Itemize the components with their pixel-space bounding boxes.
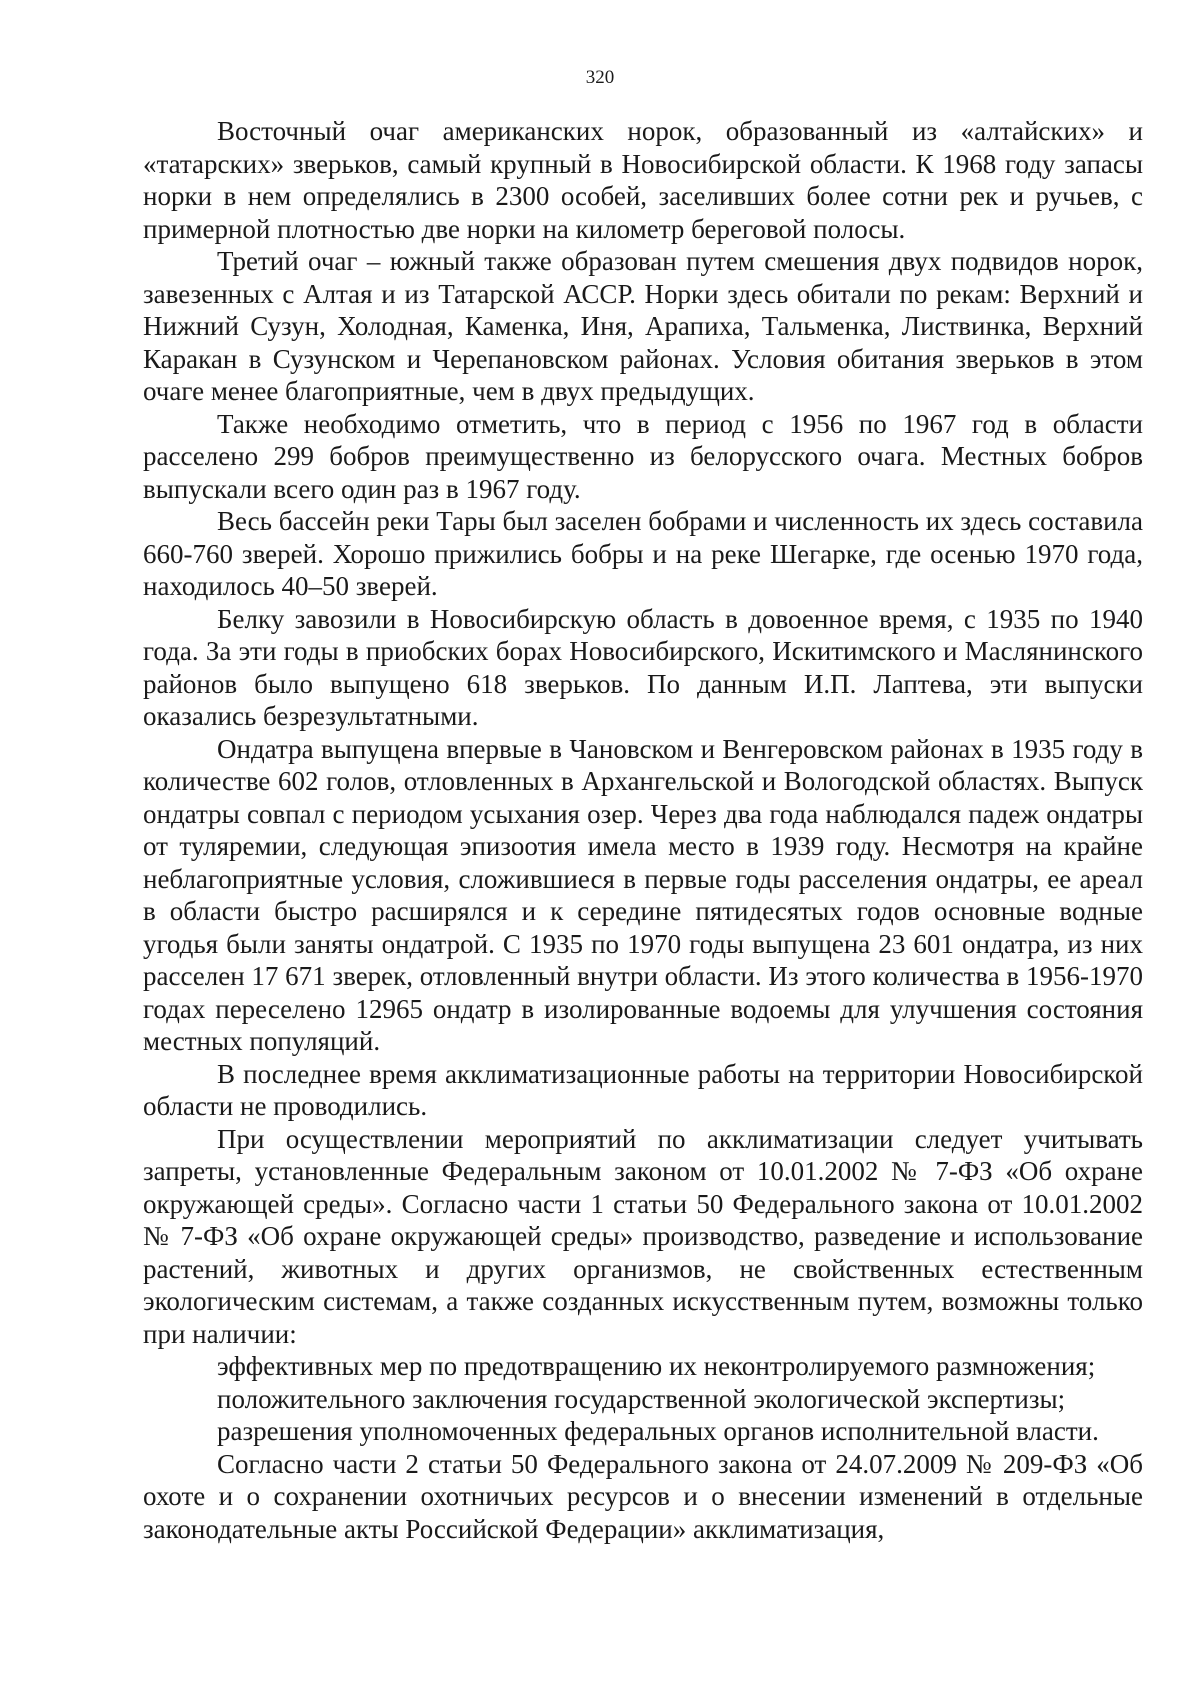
- paragraph-beaver-release: Также необходимо отметить, что в период с 1956 по 1967 год в области расселено 299 бобров преимущественно из белорусского очага. Местных бобров выпускали всего один раз в 1967 году.: [143, 408, 1143, 504]
- paragraph-hunting-law: Согласно части 2 статьи 50 Федерального закона от 24.07.2009 № 209-ФЗ «Об охоте и о сохранении охотничьих ресурсов и о внесении изменений в отдельные законодательные акты Российской Федерации» акклиматизация,: [143, 1448, 1143, 1544]
- page-number: 320: [585, 67, 615, 88]
- paragraph-muskrat: Ондатра выпущена впервые в Чановском и Венгеровском районах в 1935 году в количестве 602 голов, отловленных в Архангельской и Вологодской областях. Выпуск ондатры совпал с периодом усыхания озер. Через два года наблюдался падеж ондатры от туляремии, следующая эпизоотия имела место в 1939 году. Несмотря на крайне неблагоприятные условия, сложившиеся в первые годы расселения ондатры, ее ареал в области быстро расширялся и к середине пятидесятых годов основные водные угодья были заняты ондатрой. С 1935 по 1970 годы выпущена 23 601 ондатра, из них расселен 17 671 зверек, отловленный внутри области. Из этого количества в 1956-1970 годах переселено 12965 ондатр в изолированные водоемы для улучшения состояния местных популяций.: [143, 733, 1143, 1056]
- paragraph-mink-south-focus: Третий очаг – южный также образован путем смешения двух подвидов норок, завезенных с Алтая и из Татарской АССР. Норки здесь обитали по рекам: Верхний и Нижний Сузун, Холодная, Каменка, Иня, Арапиха, Тальменка, Листвинка, Верхний Каракан в Сузунском и Черепановском районах. Условия обитания зверьков в этом очаге менее благоприятные, чем в двух предыдущих.: [143, 246, 1143, 406]
- list-item: положительного заключения государственной экологической экспертизы;: [217, 1383, 1066, 1414]
- list-item: разрешения уполномоченных федеральных органов исполнительной власти.: [217, 1416, 1099, 1446]
- document-body: [143, 115, 1143, 1545]
- paragraph-mink-east-focus: Восточный очаг американских норок, образованный из «алтайских» и «татарских» зверьков, самый крупный в Новосибирской области. К 1968 году запасы норки в нем определялись в 2300 особей, заселивших более сотни рек и ручьев, с примерной плотностью две норки на километр береговой полосы.: [143, 116, 1143, 244]
- list-item: эффективных мер по предотвращению их неконтролируемого размножения;: [217, 1351, 1096, 1381]
- paragraph-law-requirements: При осуществлении мероприятий по акклиматизации следует учитывать запреты, установленные Федеральным законом от 10.01.2002 № 7-ФЗ «Об охране окружающей среды». Согласно части 1 статьи 50 Федерального закона от 10.01.2002 № 7-ФЗ «Об охране окружающей среды» производство, разведение и использование растений, животных и других организмов, не свойственных естественным экологическим системам, а также созданных искусственным путем, возможны только при наличии:: [143, 1123, 1143, 1349]
- paragraph-tara-beavers: Весь бассейн реки Тары был заселен бобрами и численность их здесь составила 660-760 зверей. Хорошо прижились бобры и на реке Шегарке, где осенью 1970 года, находилось 40–50 зверей.: [143, 506, 1143, 601]
- paragraph-recent-works: В последнее время акклиматизационные работы на территории Новосибирской области не проводились.: [143, 1058, 1143, 1121]
- paragraph-squirrel: Белку завозили в Новосибирскую область в довоенное время, с 1935 по 1940 года. За эти годы в приобских борах Новосибирского, Искитимского и Маслянинского районов было выпущено 618 зверьков. По данным И.П. Лаптева, эти выпуски оказались безрезультатными.: [143, 603, 1143, 731]
